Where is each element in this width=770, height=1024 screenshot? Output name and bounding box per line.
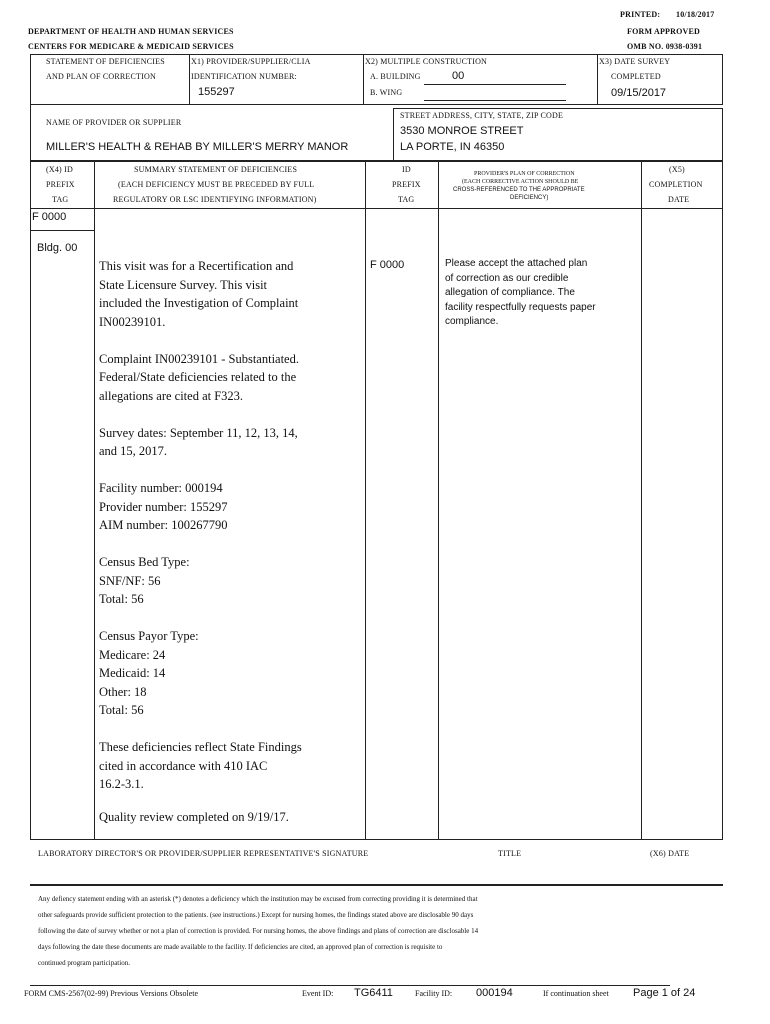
- facility-id-value: 000194: [476, 987, 513, 999]
- summary-line: Provider number: 155297: [99, 499, 228, 514]
- plan-line: of correction as our credible: [445, 272, 569, 284]
- summary-header-2: (EACH DEFICIENCY MUST BE PRECEDED BY FULL: [118, 180, 315, 189]
- disclaimer-line: continued program participation.: [38, 959, 130, 967]
- x1-divider: [189, 54, 190, 105]
- printed-label: PRINTED:: [620, 10, 661, 19]
- plan-column-divider: [641, 160, 642, 840]
- summary-line: allegations are cited at F323.: [99, 388, 244, 403]
- omb-number: OMB NO. 0938-0391: [627, 42, 703, 51]
- summary-line: AIM number: 100267790: [99, 518, 228, 532]
- x4-prefix-label: PREFIX: [46, 180, 75, 189]
- plan-line: compliance.: [445, 316, 499, 327]
- provider-name-label: NAME OF PROVIDER OR SUPPLIER: [46, 118, 182, 127]
- box-top-border: [30, 54, 723, 55]
- disclaimer-line: following the date of survey whether or not a plan of correction is provided. For nursing homes, the above findings and plans of correction are disclosable 14: [38, 927, 479, 935]
- disclaimer-rule: [30, 985, 670, 986]
- left-tag: F 0000: [32, 211, 67, 223]
- survey-completed-date: 09/15/2017: [611, 87, 667, 99]
- continuation-label: If continuation sheet: [543, 989, 609, 998]
- box-divider-1: [30, 104, 723, 105]
- plan-header-3: CROSS-REFERENCED TO THE APPROPRIATE: [453, 187, 585, 193]
- summary-line: Federal/State deficiencies related to the: [99, 370, 297, 384]
- summary-header-1: SUMMARY STATEMENT OF DEFICIENCIES: [134, 165, 298, 174]
- id-label: ID: [402, 165, 411, 174]
- statement-label-1: STATEMENT OF DEFICIENCIES: [46, 57, 165, 66]
- printed-date: 10/18/2017: [676, 10, 715, 19]
- x3-label-1: X3) DATE SURVEY: [599, 57, 671, 66]
- address-line-2: LA PORTE, IN 46350: [400, 141, 505, 153]
- table-left-border: [30, 160, 31, 840]
- x2-label: X2) MULTIPLE CONSTRUCTION: [365, 57, 488, 66]
- prefix-label: PREFIX: [392, 180, 421, 189]
- building-tag: Bldg. 00: [37, 242, 78, 254]
- plan-header-4: DEFICIENCY): [510, 195, 549, 201]
- completion-label: COMPLETION: [649, 180, 703, 189]
- building-underline: [424, 84, 566, 85]
- wing-label: B. WING: [370, 88, 403, 97]
- prefix-column-divider: [94, 160, 95, 840]
- event-id-label: Event ID:: [302, 989, 334, 998]
- facility-id-label: Facility ID:: [415, 989, 453, 998]
- summary-line: Total: 56: [99, 703, 144, 717]
- summary-line: Complaint IN00239101 - Substantiated.: [99, 351, 299, 366]
- summary-line: Survey dates: September 11, 12, 13, 14,: [99, 425, 298, 440]
- x1-label-2: IDENTIFICATION NUMBER:: [191, 72, 297, 81]
- summary-line: State Licensure Survey. This visit: [99, 277, 268, 292]
- event-id-value: TG6411: [354, 987, 393, 999]
- summary-line: Facility number: 000194: [99, 481, 223, 495]
- wing-underline: [424, 100, 566, 101]
- table-right-border: [722, 160, 723, 840]
- plan-line: Please accept the attached plan: [445, 258, 588, 269]
- summary-line: SNF/NF: 56: [99, 573, 161, 588]
- left-tag-underline: [30, 230, 95, 231]
- centers-title: CENTERS FOR MEDICARE & MEDICAID SERVICES: [28, 42, 234, 51]
- disclaimer-line: Any defiency statement ending with an asterisk (*) denotes a deficiency which the institution may be excused from correcting providing it is determined that: [38, 895, 478, 903]
- provider-id-value: 155297: [198, 86, 235, 98]
- address-line-1: 3530 MONROE STREET: [400, 125, 524, 137]
- summary-line: IN00239101.: [99, 314, 166, 329]
- x5-label: (X5): [669, 165, 685, 174]
- summary-header-3: REGULATORY OR LSC IDENTIFYING INFORMATION): [113, 195, 317, 204]
- row2-left: [30, 104, 31, 161]
- tag-label: TAG: [398, 195, 415, 204]
- signature-bottom-rule: [30, 884, 723, 886]
- building-label: A. BUILDING: [370, 72, 421, 81]
- summary-column-divider: [365, 160, 366, 840]
- address-label: STREET ADDRESS, CITY, STATE, ZIP CODE: [400, 111, 564, 120]
- row2-divider: [393, 108, 394, 161]
- x1-label-1: X1) PROVIDER/SUPPLIER/CLIA: [191, 57, 311, 66]
- summary-line: cited in accordance with 410 IAC: [99, 758, 268, 773]
- plan-line: allegation of compliance. The: [445, 287, 575, 298]
- page-number: Page 1 of 24: [633, 987, 696, 999]
- column-header-bottom: [30, 208, 723, 209]
- form-approved-label: FORM APPROVED: [627, 27, 701, 36]
- summary-line: Medicare: 24: [99, 647, 166, 662]
- summary-line: included the Investigation of Complaint: [99, 296, 299, 310]
- plan-header-2: (EACH CORRECTIVE ACTION SHOULD BE: [462, 179, 579, 185]
- right-tag: F 0000: [370, 259, 405, 271]
- summary-line: Quality review completed on 9/19/17.: [99, 810, 289, 824]
- x4-id-label: (X4) ID: [46, 165, 73, 174]
- summary-line: These deficiencies reflect State Findings: [99, 740, 302, 754]
- summary-line: Other: 18: [99, 684, 147, 699]
- summary-line: Census Bed Type:: [99, 555, 190, 569]
- statement-label-2: AND PLAN OF CORRECTION: [46, 72, 156, 81]
- form-number: FORM CMS-2567(02-99) Previous Versions Obsolete: [24, 989, 199, 998]
- summary-line: 16.2-3.1.: [99, 777, 144, 791]
- table-bottom-border: [30, 839, 723, 840]
- summary-line: This visit was for a Recertification and: [99, 259, 294, 273]
- column-header-top: [30, 160, 723, 162]
- signature-date-label: (X6) DATE: [650, 849, 690, 858]
- x3-label-2: COMPLETED: [611, 72, 661, 81]
- row2-right: [722, 108, 723, 161]
- disclaimer-line: other safeguards provide sufficient protection to the patients. (see instructions.) Except for nursing homes, the findings stated above are disclosable 90 days: [38, 911, 474, 919]
- summary-line: and 15, 2017.: [99, 444, 168, 458]
- box-left-border: [30, 54, 31, 105]
- summary-line: Census Payor Type:: [99, 629, 199, 643]
- title-label: TITLE: [498, 849, 522, 858]
- x3-divider: [597, 54, 598, 105]
- id-column-divider: [438, 160, 439, 840]
- provider-name-value: MILLER'S HEALTH & REHAB BY MILLER'S MERRY MANOR: [46, 141, 349, 153]
- date-label: DATE: [668, 195, 690, 204]
- x2-divider: [363, 54, 364, 105]
- building-value: 00: [452, 70, 465, 82]
- box-right-border: [722, 54, 723, 105]
- summary-line: Medicaid: 14: [99, 666, 166, 680]
- plan-header-1: PROVIDER'S PLAN OF CORRECTION: [474, 171, 575, 177]
- address-top-border: [393, 108, 723, 109]
- summary-line: Total: 56: [99, 592, 144, 606]
- disclaimer-line: days following the date these documents are made available to the facility. If deficiencies are cited, an approved plan of correction is requisite to: [38, 943, 443, 951]
- signature-label: LABORATORY DIRECTOR'S OR PROVIDER/SUPPLIER REPRESENTATIVE'S SIGNATURE: [38, 849, 369, 858]
- department-title: DEPARTMENT OF HEALTH AND HUMAN SERVICES: [28, 27, 234, 36]
- x4-tag-label: TAG: [52, 195, 69, 204]
- plan-line: facility respectfully requests paper: [445, 301, 596, 313]
